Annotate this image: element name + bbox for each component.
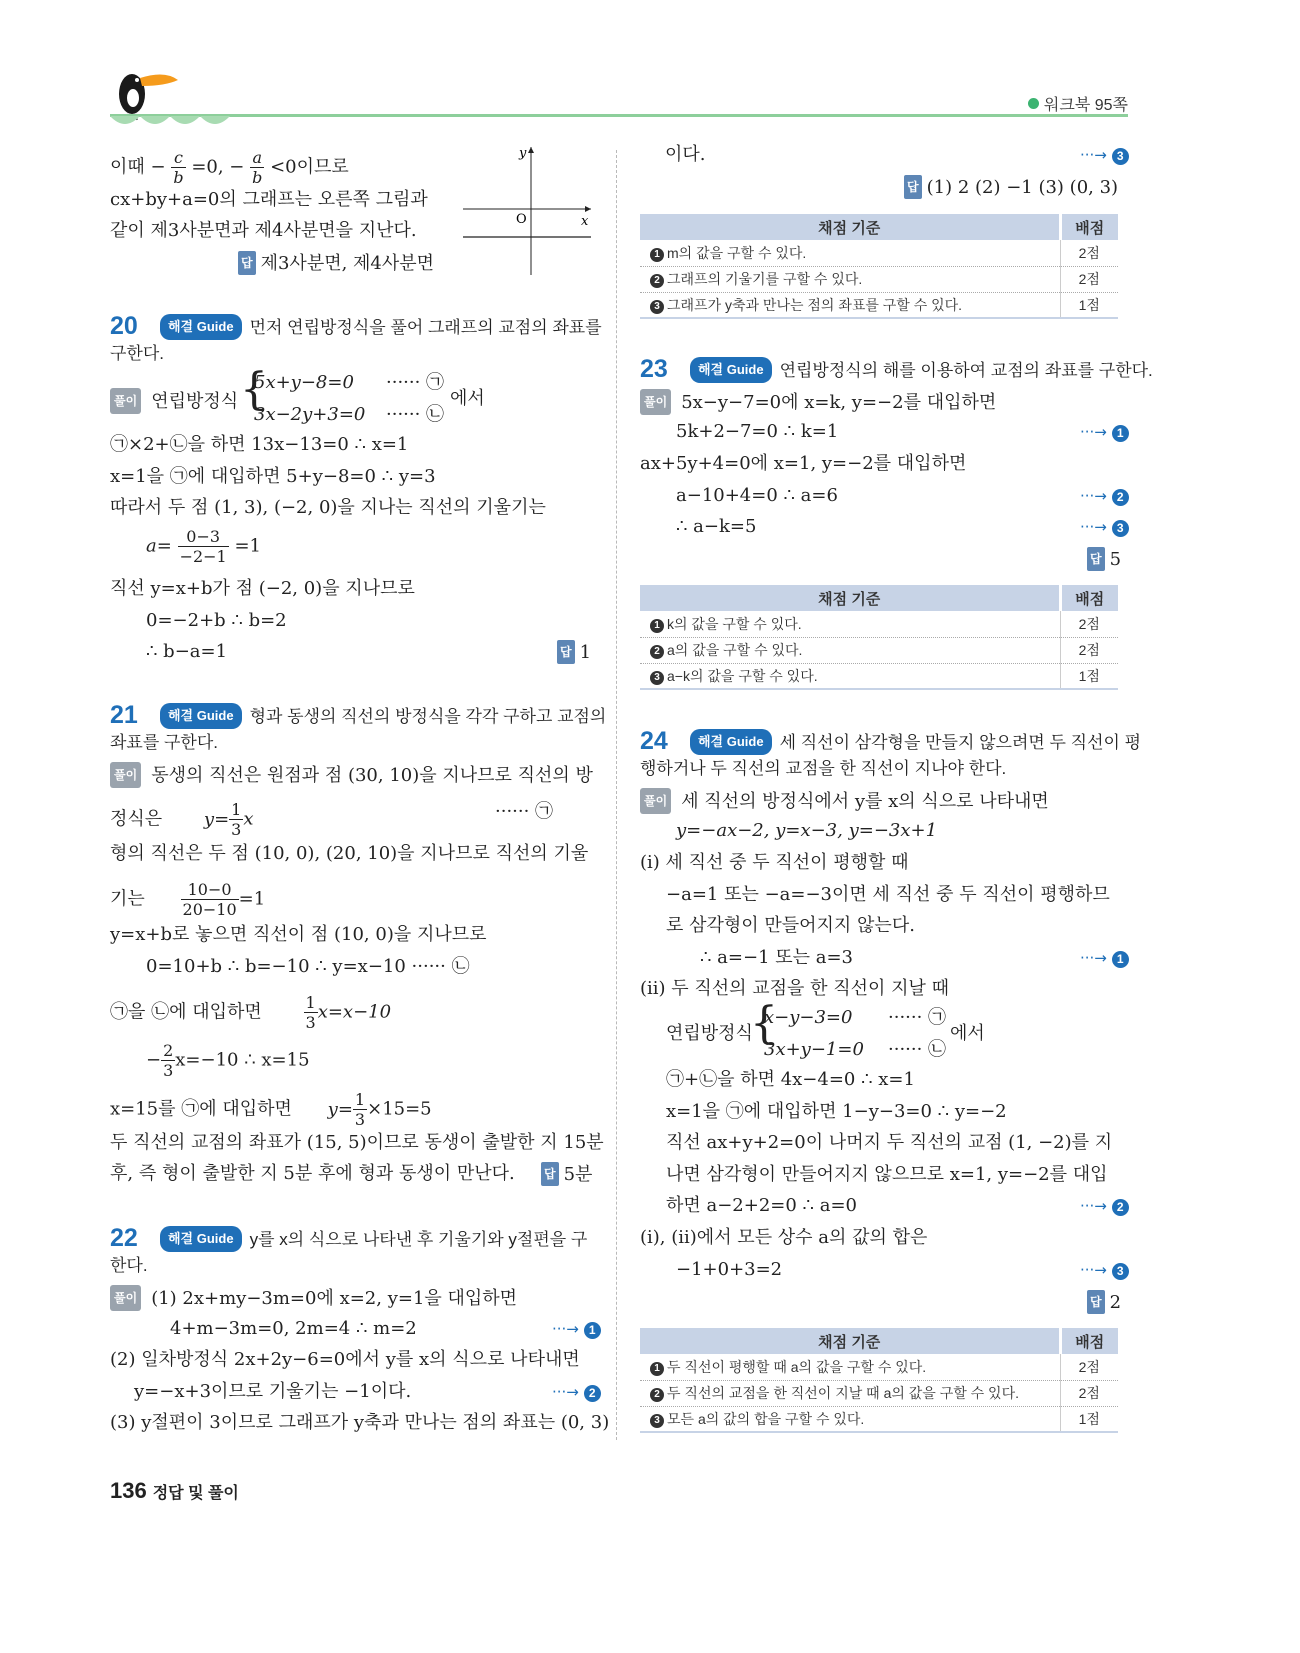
q22-line4: y=−x+3이므로 기울기는 −1이다. [134,1381,412,1402]
table-row [640,292,1118,318]
q24-guide [690,729,1141,755]
table-header-row [640,1328,1118,1354]
q24-line10: 직선 ax+y+2=0이 나머지 두 직선의 교점 (1, −2)를 지 [666,1132,1113,1153]
q21-line1 [110,762,593,788]
numerator: 2 [163,1041,174,1060]
step-circle: 1 [584,1322,601,1339]
table-row [640,1406,1118,1432]
q24-guide-cont: 행하거나 두 직선의 교점을 한 직선이 지나야 한다. [640,759,1007,778]
q20-line2: x=1을 ㉠에 대입하면 5+y−8=0 ∴ y=3 [110,466,436,487]
q21-line4 [110,880,265,919]
denominator: 3 [231,820,242,839]
table-cell: 2점 [1060,1380,1118,1406]
text: x=x−10 [317,1001,392,1023]
denominator: 3 [354,1110,366,1129]
step-circle: 2 [650,274,664,288]
text: =0, − [191,156,245,178]
q21-line8 [146,1041,310,1080]
answer-text: 2 [1109,1292,1122,1313]
guide-badge: 해결 Guide [160,1226,242,1252]
arrow-icon: ···→ [552,1383,579,1401]
q23-guide [690,357,1153,383]
q22-line1 [110,1285,517,1311]
text: =1 [238,888,266,910]
table-header-row [640,585,1118,611]
text: ×15=5 [367,1098,432,1120]
table-cell: 1점 [1060,663,1118,689]
step-marker-3 [1080,518,1129,537]
table-cell: 1점 [1060,1406,1118,1432]
table-cell [640,266,1060,292]
question-number-20: 20 [110,312,138,340]
table-cell: 2점 [1060,611,1118,637]
q20-sol-label [110,388,238,414]
footer-title: 정답 및 풀이 [152,1485,239,1502]
step-circle: 2 [650,645,664,659]
numerator: 0−3 [178,527,229,547]
text: (1) 2x+my−3m=0에 x=2, y=1을 대입하면 [151,1288,518,1309]
solution-badge: 풀이 [640,788,671,814]
step-circle: 1 [650,619,664,633]
arrow-icon: ···→ [1080,1197,1107,1215]
q24-line12: 하면 a−2+2=0 ∴ a=0 [666,1195,857,1216]
step-circle: 1 [650,248,664,262]
text: 이때 − [110,156,166,178]
step-marker-2 [1080,487,1129,506]
q23-line1 [640,389,996,415]
q22-guide-cont: 한다. [110,1256,148,1275]
question-number-23: 23 [640,355,668,383]
text: 연립방정식 [151,391,239,412]
q24-line2: y=−ax−2, y=x−3, y=−3x+1 [676,820,938,841]
table-cell [640,292,1060,318]
step-circle: 1 [1112,425,1129,442]
numerator: a [250,148,264,168]
solution-badge: 풀이 [110,1285,141,1311]
step-circle: 2 [584,1385,601,1402]
p19-line1 [110,148,349,187]
guide-badge: 해결 Guide [160,703,242,729]
q20-answer [557,640,591,665]
graph-y-label: y [519,146,527,161]
header-wave-decoration [110,116,230,132]
q24-eq1: x−y−3=0 [764,1007,853,1028]
q21-line6: 0=10+b ∴ b=−10 ∴ y=x−10 ······ ㉡ [146,956,470,977]
q21-line9 [110,1090,432,1129]
q20-eq-suffix: 에서 [450,388,485,409]
q24-line1 [640,788,1049,814]
scoring-table-22 [640,214,1118,319]
table-row [640,663,1118,689]
text: − [146,1049,162,1071]
q20-eq1-tag: ······ ㉠ [386,372,445,393]
p19-line3: 같이 제3사분면과 제4사분면을 지난다. [110,220,417,241]
q24-sys-label: 연립방정식 [666,1023,753,1044]
step-circle: 3 [650,300,664,314]
guide-badge: 해결 Guide [690,357,772,383]
table-header: 채점 기준 [640,1328,1060,1354]
step-circle: 3 [650,671,664,685]
q22-line2: 4+m−3m=0, 2m=4 ∴ m=2 [170,1318,417,1339]
q20-line1: ㉠×2+㉡을 하면 13x−13=0 ∴ x=1 [110,434,409,455]
q23-line5: ∴ a−k=5 [676,516,757,537]
q20-line3: 따라서 두 점 (1, 3), (−2, 0)을 지나는 직선의 기울기는 [110,497,546,518]
q21-guide [160,703,606,729]
fraction [181,880,239,919]
bullet-dot-icon [1028,98,1039,109]
table-cell: 2점 [1060,240,1118,266]
denominator: 3 [163,1061,174,1080]
arrow-icon: ···→ [1080,487,1107,505]
step-circle: 2 [650,1388,664,1402]
step-circle: 3 [1112,148,1129,165]
q21-line3: 형의 직선은 두 점 (10, 0), (20, 10)을 지나므로 직선의 기울 [110,843,589,864]
fraction [171,148,185,187]
table-header: 채점 기준 [640,585,1060,611]
q24-line9: x=1을 ㉠에 대입하면 1−y−3=0 ∴ y=−2 [666,1101,1007,1122]
q20-eq2-tag: ······ ㉡ [386,404,445,425]
table-cell [640,663,1060,689]
p19-line2: cx+by+a=0의 그래프는 오른쪽 그림과 [110,189,428,210]
q21-answer [541,1162,592,1187]
q24-eq2: 3x+y−1=0 [764,1039,864,1060]
table-cell [640,1354,1060,1380]
step-circle: 3 [1112,520,1129,537]
answer-badge: 답 [238,251,256,275]
answer-text: 제3사분면, 제4사분면 [260,253,435,274]
brace-icon: { [750,998,778,1049]
q23-line4: a−10+4=0 ∴ a=6 [676,485,838,506]
text: y= [327,1098,353,1120]
solution-badge: 풀이 [110,762,141,788]
q23-answer [1087,547,1121,572]
criterion-text: 두 직선이 평행할 때 a의 값을 구할 수 있다. [667,1358,927,1375]
q20-eq1: 5x+y−8=0 [254,372,354,393]
guide-text: 연립방정식의 해를 이용하여 교점의 좌표를 구한다. [779,361,1153,380]
q24-eq1-tag: ······ ㉠ [888,1007,947,1028]
step-marker-3 [1080,1261,1129,1280]
table-row [640,240,1118,266]
arrow-icon: ···→ [1080,518,1107,536]
fraction [304,993,318,1032]
table-header: 배점 [1060,214,1118,240]
q23-line3: ax+5y+4=0에 x=1, y=−2를 대입하면 [640,453,967,474]
q24-answer [1087,1290,1121,1315]
column-divider [616,150,617,1440]
table-header: 채점 기준 [640,214,1060,240]
table-cell: 2점 [1060,1354,1118,1380]
criterion-text: 두 직선의 교점을 한 직선이 지날 때 a의 값을 구할 수 있다. [667,1385,1019,1401]
scoring-table-24 [640,1328,1118,1433]
q20-guide [160,314,602,340]
criterion-text: a의 값을 구할 수 있다. [667,642,803,658]
q20-line4: 직선 y=x+b가 점 (−2, 0)을 지나므로 [110,578,415,599]
text: x [243,808,254,830]
q20-slope [146,527,261,566]
text: 5x−y−7=0에 x=k, y=−2를 대입하면 [681,392,997,413]
q21-line5: y=x+b로 놓으면 직선이 점 (10, 0)을 지나므로 [110,924,487,945]
q21-line10: 두 직선의 교점의 좌표가 (15, 5)이므로 동생이 출발한 지 15분 [110,1132,604,1153]
table-cell [640,611,1060,637]
q21-line7 [110,993,391,1032]
q24-line8: ㉠+㉡을 하면 4x−4=0 ∴ x=1 [666,1069,915,1090]
step-marker-3 [1080,146,1129,165]
q23-line2: 5k+2−7=0 ∴ k=1 [676,421,839,442]
answer-badge: 답 [1087,547,1105,571]
brace-icon: { [240,364,268,415]
answer-text: 5분 [563,1164,593,1185]
question-number-22: 22 [110,1224,138,1252]
denominator: b [173,168,184,187]
fraction [353,1090,367,1129]
q21-guide-cont: 좌표를 구한다. [110,733,218,752]
table-cell [640,1380,1060,1406]
q24-line4: −a=1 또는 −a=−3이면 세 직선 중 두 직선이 평행하므 [666,884,1110,905]
answer-text: 5 [1109,549,1122,570]
header-rule [110,114,1128,117]
p19-answer [238,251,434,276]
text: a= [146,535,172,557]
numerator: 1 [354,1090,366,1109]
guide-text: 세 직선이 삼각형을 만들지 않으려면 두 직선이 평 [779,733,1142,752]
denominator: −2−1 [179,547,227,566]
question-number-24: 24 [640,727,668,755]
text: ㉠을 ㉡에 대입하면 [110,1001,262,1023]
text: =1 [234,535,262,557]
page-number: 136 [110,1478,147,1503]
q22-cont-line1: 이다. [665,144,706,165]
fraction [250,148,264,187]
table-cell [640,1406,1060,1432]
answer-badge: 답 [904,175,922,199]
q20-eq2: 3x−2y+3=0 [254,404,366,425]
q24-line5: 로 삼각형이 만들어지지 않는다. [666,915,915,936]
guide-text: y를 x의 식으로 나타낸 후 기울기와 y절편을 구 [249,1230,588,1249]
criterion-text: k의 값을 구할 수 있다. [667,615,802,632]
numerator: 10−0 [181,880,239,900]
text: 세 직선의 방정식에서 y를 x의 식으로 나타내면 [681,791,1049,812]
q24-line3: (i) 세 직선 중 두 직선이 평행할 때 [640,852,909,873]
text: x=15를 ㉠에 대입하면 [110,1098,292,1120]
q22-line5: (3) y절편이 3이므로 그래프가 y축과 만나는 점의 좌표는 (0, 3) [110,1412,610,1433]
table-header: 배점 [1060,1328,1118,1354]
table-row [640,637,1118,663]
step-circle: 3 [1112,1263,1129,1280]
denominator: 3 [305,1013,316,1032]
q21-line2 [110,800,254,839]
step-circle: 1 [1112,951,1129,968]
denominator: 20−10 [182,900,237,919]
table-row [640,1354,1118,1380]
table-row [640,266,1118,292]
table-cell [640,637,1060,663]
workbook-ref [1028,92,1128,115]
q24-line6: ∴ a=−1 또는 a=3 [700,947,854,968]
step-circle: 1 [650,1362,664,1376]
question-number-21: 21 [110,701,138,729]
arrow-icon: ···→ [552,1320,579,1338]
denominator: b [252,168,263,187]
table-header: 배점 [1060,585,1118,611]
q22-line3: (2) 일차방정식 2x+2y−6=0에서 y를 x의 식으로 나타내면 [110,1349,580,1370]
step-circle: 2 [1112,1199,1129,1216]
fraction [229,800,243,839]
guide-text: 먼저 연립방정식을 풀어 그래프의 교점의 좌표를 [249,318,602,337]
page-footer [110,1478,239,1504]
table-cell [640,240,1060,266]
answer-badge: 답 [1087,1290,1105,1314]
workbook-ref-text: 워크북 95쪽 [1043,97,1128,114]
text: <0이므로 [270,156,349,178]
table-cell: 2점 [1060,266,1118,292]
text: y= [203,808,230,830]
solution-badge: 풀이 [110,388,141,414]
step-circle: 2 [1112,489,1129,506]
criterion-text: a−k의 값을 구할 수 있다. [667,667,818,684]
q22-answer [904,175,1118,200]
guide-text: 형과 동생의 직선의 방정식을 각각 구하고 교점의 [249,707,607,726]
text: 정식은 [110,808,163,830]
q24-eq-suffix: 에서 [950,1023,985,1044]
q20-guide-cont: 구한다. [110,344,164,363]
step-marker-1 [552,1320,601,1339]
guide-badge: 해결 Guide [160,314,242,340]
coordinate-graph [463,145,593,275]
text: 기는 [110,888,145,910]
numerator: c [171,148,185,168]
step-circle: 3 [650,1414,664,1428]
q24-line11: 나면 삼각형이 만들어지지 않으므로 x=1, y=−2를 대입 [666,1164,1108,1185]
criterion-text: m의 값을 구할 수 있다. [667,244,807,261]
step-marker-1 [1080,423,1129,442]
arrow-icon: ···→ [1080,423,1107,441]
q21-line2-tag: ······ ㉠ [495,801,554,822]
step-marker-2 [552,1383,601,1402]
q21-line11: 후, 즉 형이 출발한 지 5분 후에 형과 동생이 만난다. [110,1163,515,1184]
criterion-text: 그래프의 기울기를 구할 수 있다. [667,271,863,287]
criterion-text: 모든 a의 값의 합을 구할 수 있다. [667,1410,865,1427]
q20-line6: ∴ b−a=1 [146,641,228,662]
table-row [640,1380,1118,1406]
graph-x-label: x [581,214,589,229]
table-header-row [640,214,1118,240]
numerator: 1 [231,800,242,819]
step-marker-1 [1080,949,1129,968]
graph-origin-label: O [516,212,527,227]
answer-badge: 답 [541,1162,559,1186]
q22-guide [160,1226,587,1252]
guide-badge: 해결 Guide [690,729,772,755]
solution-badge: 풀이 [640,389,671,415]
answer-badge: 답 [557,640,575,664]
arrow-icon: ···→ [1080,146,1107,164]
answer-text: 1 [579,642,592,663]
scoring-table-23 [640,585,1118,690]
text: x=−10 ∴ x=15 [175,1049,310,1071]
arrow-icon: ···→ [1080,1261,1107,1279]
table-cell: 2점 [1060,637,1118,663]
q20-line5: 0=−2+b ∴ b=2 [146,610,287,631]
answer-text: (1) 2 (2) −1 (3) (0, 3) [926,177,1119,198]
step-marker-2 [1080,1197,1129,1216]
table-row [640,611,1118,637]
fraction [178,527,229,566]
table-cell: 1점 [1060,292,1118,318]
q24-line13: (i), (ii)에서 모든 상수 a의 값의 합은 [640,1227,928,1248]
text: 동생의 직선은 원점과 점 (30, 10)을 지나므로 직선의 방 [151,765,593,786]
criterion-text: 그래프가 y축과 만나는 점의 좌표를 구할 수 있다. [667,296,963,313]
numerator: 1 [305,993,316,1012]
arrow-icon: ···→ [1080,949,1107,967]
q24-line14: −1+0+3=2 [676,1259,783,1280]
q24-line7: (ii) 두 직선의 교점을 한 직선이 지날 때 [640,978,950,999]
fraction [161,1041,175,1080]
q24-eq2-tag: ······ ㉡ [888,1039,947,1060]
